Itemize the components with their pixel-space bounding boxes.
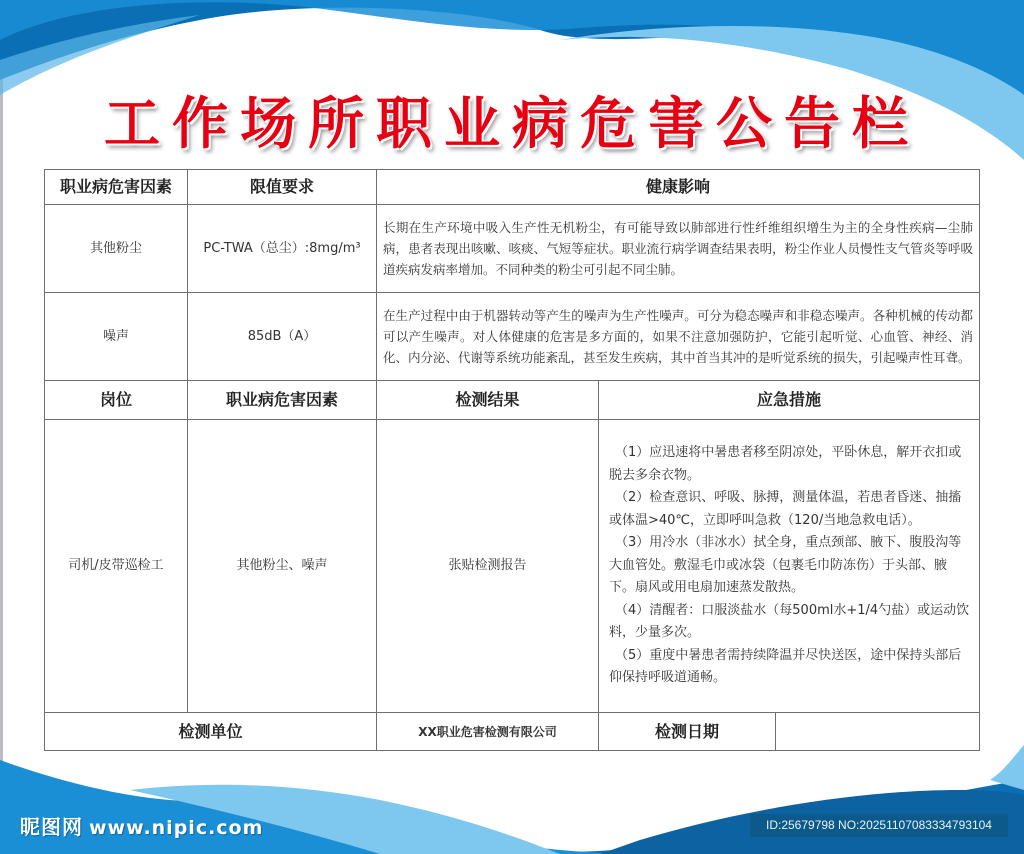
emergency-step: （5）重度中暑患者需持续降温并尽快送医，途中保持头部后仰保持呼吸道通畅。 <box>609 647 962 686</box>
health-effect-cell: 长期在生产环境中吸入生产性无机粉尘，有可能导致以肺部进行性纤维组织增生为主的全身性疾病—尘肺病，患者表现出咳嗽、咳痰、气短等症状。职业流行病学调查结果表明，粉尘作业人员慢性支气管炎等呼吸道疾病发病率增加。不同种类的粉尘可引起不同尘肺。 <box>377 205 980 293</box>
limit-cell: 85dB（A） <box>188 293 377 381</box>
header-limit: 限值要求 <box>188 170 377 205</box>
limit-cell: PC-TWA（总尘）:8mg/m³ <box>188 205 377 293</box>
post-hazard-factors-cell: 其他粉尘、噪声 <box>188 420 377 713</box>
hazard-factor-cell: 其他粉尘 <box>45 205 188 293</box>
emergency-step: （2）检查意识、呼吸、脉搏，测量体温，若患者昏迷、抽搐或体温>40℃，立即呼叫急救（120/当地急救电话）。 <box>609 490 962 528</box>
test-date-label: 检测日期 <box>599 713 776 751</box>
logo-url: www.nipic.com <box>89 817 264 839</box>
nipic-watermark-logo <box>20 811 263 840</box>
table-row <box>45 205 980 293</box>
post-header-row <box>45 381 980 420</box>
footer-row <box>45 713 980 751</box>
health-effect-cell: 在生产过程中由于机器转动等产生的噪声为生产性噪声。可分为稳态噪声和非稳态噪声。各种机械的传动都可以产生噪声。对人体健康的危害是多方面的，如果不注意加强防护，它能引起听觉、心血管、神经、消化、内分泌、代谢等系统功能紊乱，甚至发生疾病，其中首当其冲的是听觉系统的损失，引起噪声性耳聋。 <box>377 293 980 381</box>
table-row <box>45 420 980 713</box>
test-date-value <box>776 713 980 751</box>
hazard-factor-cell: 噪声 <box>45 293 188 381</box>
emergency-step: （1）应迅速将中暑患者移至阴凉处，平卧休息，解开衣扣或脱去多余衣物。 <box>609 445 962 483</box>
emergency-step: （3）用冷水（非冰水）拭全身，重点颈部、腋下、腹股沟等大血管处。敷湿毛巾或冰袋（包裹毛巾防冻伤）于头部、腋下。扇风或用电扇加速蒸发散热。 <box>609 535 962 596</box>
logo-text: 昵图网 <box>20 815 83 839</box>
post-cell: 司机/皮带巡检工 <box>45 420 188 713</box>
header-post-hazard-factor: 职业病危害因素 <box>188 381 377 420</box>
hazard-header-row <box>45 170 980 205</box>
test-unit-value: XX职业危害检测有限公司 <box>377 713 599 751</box>
header-post: 岗位 <box>45 381 188 420</box>
test-result-cell: 张贴检测报告 <box>377 420 599 713</box>
header-emergency-measures: 应急措施 <box>599 381 980 420</box>
header-hazard-factor: 职业病危害因素 <box>45 170 188 205</box>
header-health-effect: 健康影响 <box>377 170 980 205</box>
emergency-step: （4）清醒者：口服淡盐水（每500ml水+1/4勺盐）或运动饮料，少量多次。 <box>609 602 970 641</box>
page-title: 工作场所职业病危害公告栏 <box>104 92 920 157</box>
header-test-result: 检测结果 <box>377 381 599 420</box>
emergency-measures-cell <box>599 420 980 713</box>
table-row <box>45 293 980 381</box>
test-unit-label: 检测单位 <box>45 713 377 751</box>
notice-table <box>44 169 980 751</box>
image-id-badge: ID:25679798 NO:20251107083334793104 <box>750 814 1008 837</box>
